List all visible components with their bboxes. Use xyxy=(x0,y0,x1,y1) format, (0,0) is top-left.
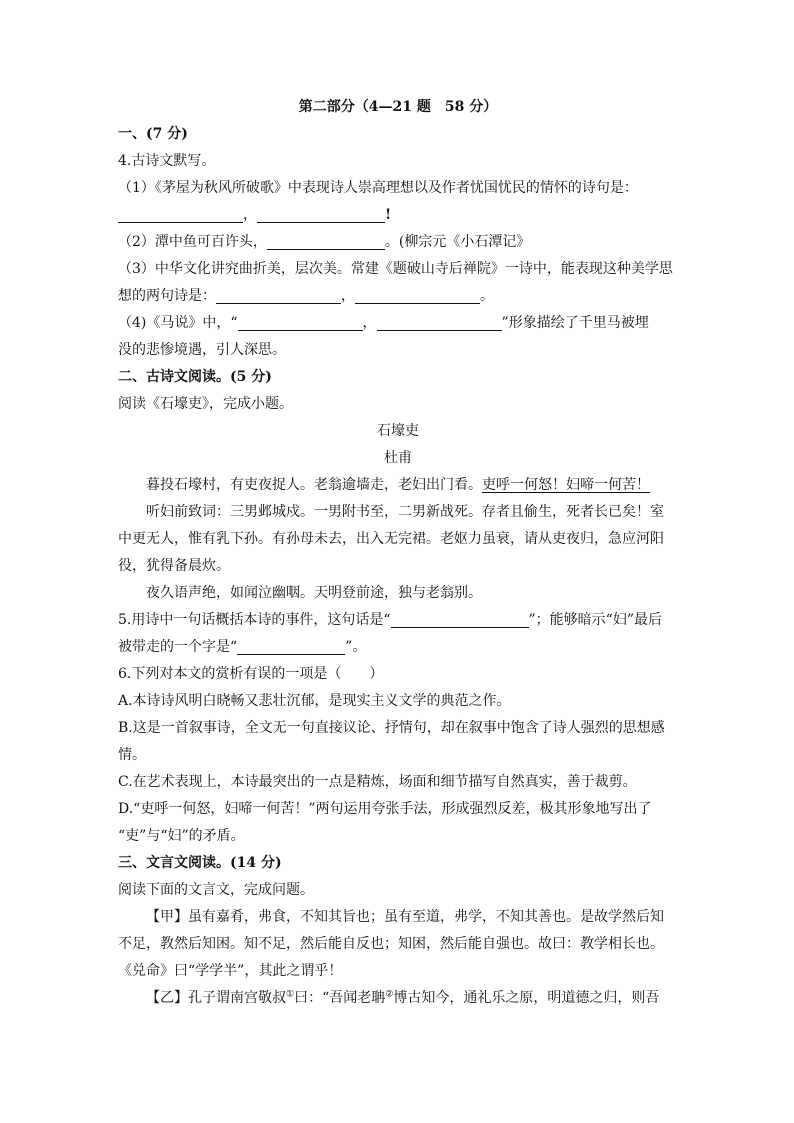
q6-option-a: A.本诗诗风明白晓畅又悲壮沉郁，是现实主义文学的典范之作。 xyxy=(118,693,511,709)
passage-yi-line-1: 【乙】孔子谓南宫敬叔①曰：“吾闻老聃②博古知今，通礼乐之原，明道德之归，则吾 xyxy=(146,989,660,1006)
poem-stanza-2-line-1: 听妇前致词：三男邺城戍。一男附书至，二男新战死。存者且偷生，死者长已矣！室 xyxy=(146,504,664,520)
q4-4-blank-2[interactable] xyxy=(377,313,502,331)
poem-title: 石壕吏 xyxy=(377,423,419,439)
q6-option-d: D.“吏呼一何怒，妇啼一何苦！”两句运用夸张手法，形成强烈反差，极其形象地写出了 xyxy=(118,801,652,817)
q4-1-blank-1[interactable] xyxy=(118,205,243,223)
q4-2-blank[interactable] xyxy=(267,232,385,250)
q4-3-blank-1[interactable] xyxy=(216,286,341,304)
q4-4-continued: 没的悲惨境遇，引人深思。 xyxy=(118,342,286,358)
q4-3-blank-2[interactable] xyxy=(355,286,480,304)
q4-4: （4)《马说》中，“ ， ”形象描绘了千里马被埋 xyxy=(118,315,649,331)
section-2-intro: 阅读《石壕吏》，完成小题。 xyxy=(118,396,293,412)
passage-jia-line-3: 《兑命》曰“学学半”，其此之谓乎！ xyxy=(118,963,343,979)
underlined-line: 吏呼一何怒！妇啼一何苦！ xyxy=(482,477,650,493)
poem-stanza-3: 夜久语声绝，如闻泣幽咽。天明登前途，独与老翁别。 xyxy=(146,585,482,601)
section-1-heading: 一、(7 分) xyxy=(118,126,188,142)
q4-3-answer-line: 想的两句诗是： ， 。 xyxy=(118,288,494,304)
q5-blank-2[interactable] xyxy=(237,637,345,655)
exam-page xyxy=(118,94,678,1012)
q5-blank-1[interactable] xyxy=(391,610,529,628)
q6-option-b: B.这是一首叙事诗，全文无一句直接议论、抒情句，却在叙事中饱含了诗人强烈的思想感 xyxy=(118,720,665,736)
q4-2: （2）潭中鱼可百许头， 。(柳宗元《小石潭记》 xyxy=(118,234,531,250)
q6-option-b-continued: 情。 xyxy=(118,747,146,763)
section-3-intro: 阅读下面的文言文，完成问题。 xyxy=(118,882,314,898)
poem-stanza-1: 暮投石壕村，有吏夜捉人。老翁逾墙走，老妇出门看。吏呼一何怒！妇啼一何苦！ xyxy=(146,477,650,493)
footnote-marker-1: ① xyxy=(286,989,295,1000)
q4-3-prompt: （3）中华文化讲究曲折美，层次美。常建《题破山寺后禅院》一诗中，能表现这种美学思 xyxy=(118,261,673,277)
q5-continued: 被带走的一个字是“ ”。 xyxy=(118,639,367,655)
q5: 5.用诗中一句话概括本诗的事件，这句话是“ ”；能够暗示“妇”最后 xyxy=(118,612,662,628)
q4-1-blank-2[interactable] xyxy=(257,205,385,223)
section-3-heading: 三、文言文阅读。(14 分) xyxy=(118,855,282,871)
passage-jia-line-1: 【甲】虽有嘉肴，弗食，不知其旨也；虽有至道，弗学，不知其善也。是故学然后知 xyxy=(146,909,664,925)
q4-1-prompt: （1）《茅屋为秋风所破歌》中表现诗人崇高理想以及作者忧国忧民的情怀的诗句是： xyxy=(118,180,638,196)
poem-stanza-2-line-3: 役，犹得备晨炊。 xyxy=(118,558,230,574)
passage-jia-line-2: 不足，教然后知困。知不足，然后能自反也；知困，然后能自强也。故曰：教学相长也。 xyxy=(118,936,664,952)
q6-option-d-continued: “吏”与“妇”的矛盾。 xyxy=(118,828,245,844)
section-2-heading: 二、古诗文阅读。(5 分) xyxy=(118,369,272,385)
part-title: 第二部分（4—21 题 58 分） xyxy=(298,99,498,115)
q4-title: 4.古诗文默写。 xyxy=(118,153,216,169)
q6-option-c: C.在艺术表现上，本诗最突出的一点是精炼，场面和细节描写自然真实，善于裁剪。 xyxy=(118,774,637,790)
q4-4-blank-1[interactable] xyxy=(238,313,363,331)
poem-author: 杜甫 xyxy=(384,450,412,466)
footnote-marker-2: ② xyxy=(385,989,394,1000)
q4-1-answer-line: ， ! xyxy=(118,202,678,229)
q6-title: 6.下列对本文的赏析有误的一项是（ ） xyxy=(118,666,384,682)
poem-stanza-2-line-2: 中更无人，惟有乳下孙。有孙母未去，出入无完裙。老妪力虽衰，请从吏夜归，急应河阳 xyxy=(118,531,664,547)
